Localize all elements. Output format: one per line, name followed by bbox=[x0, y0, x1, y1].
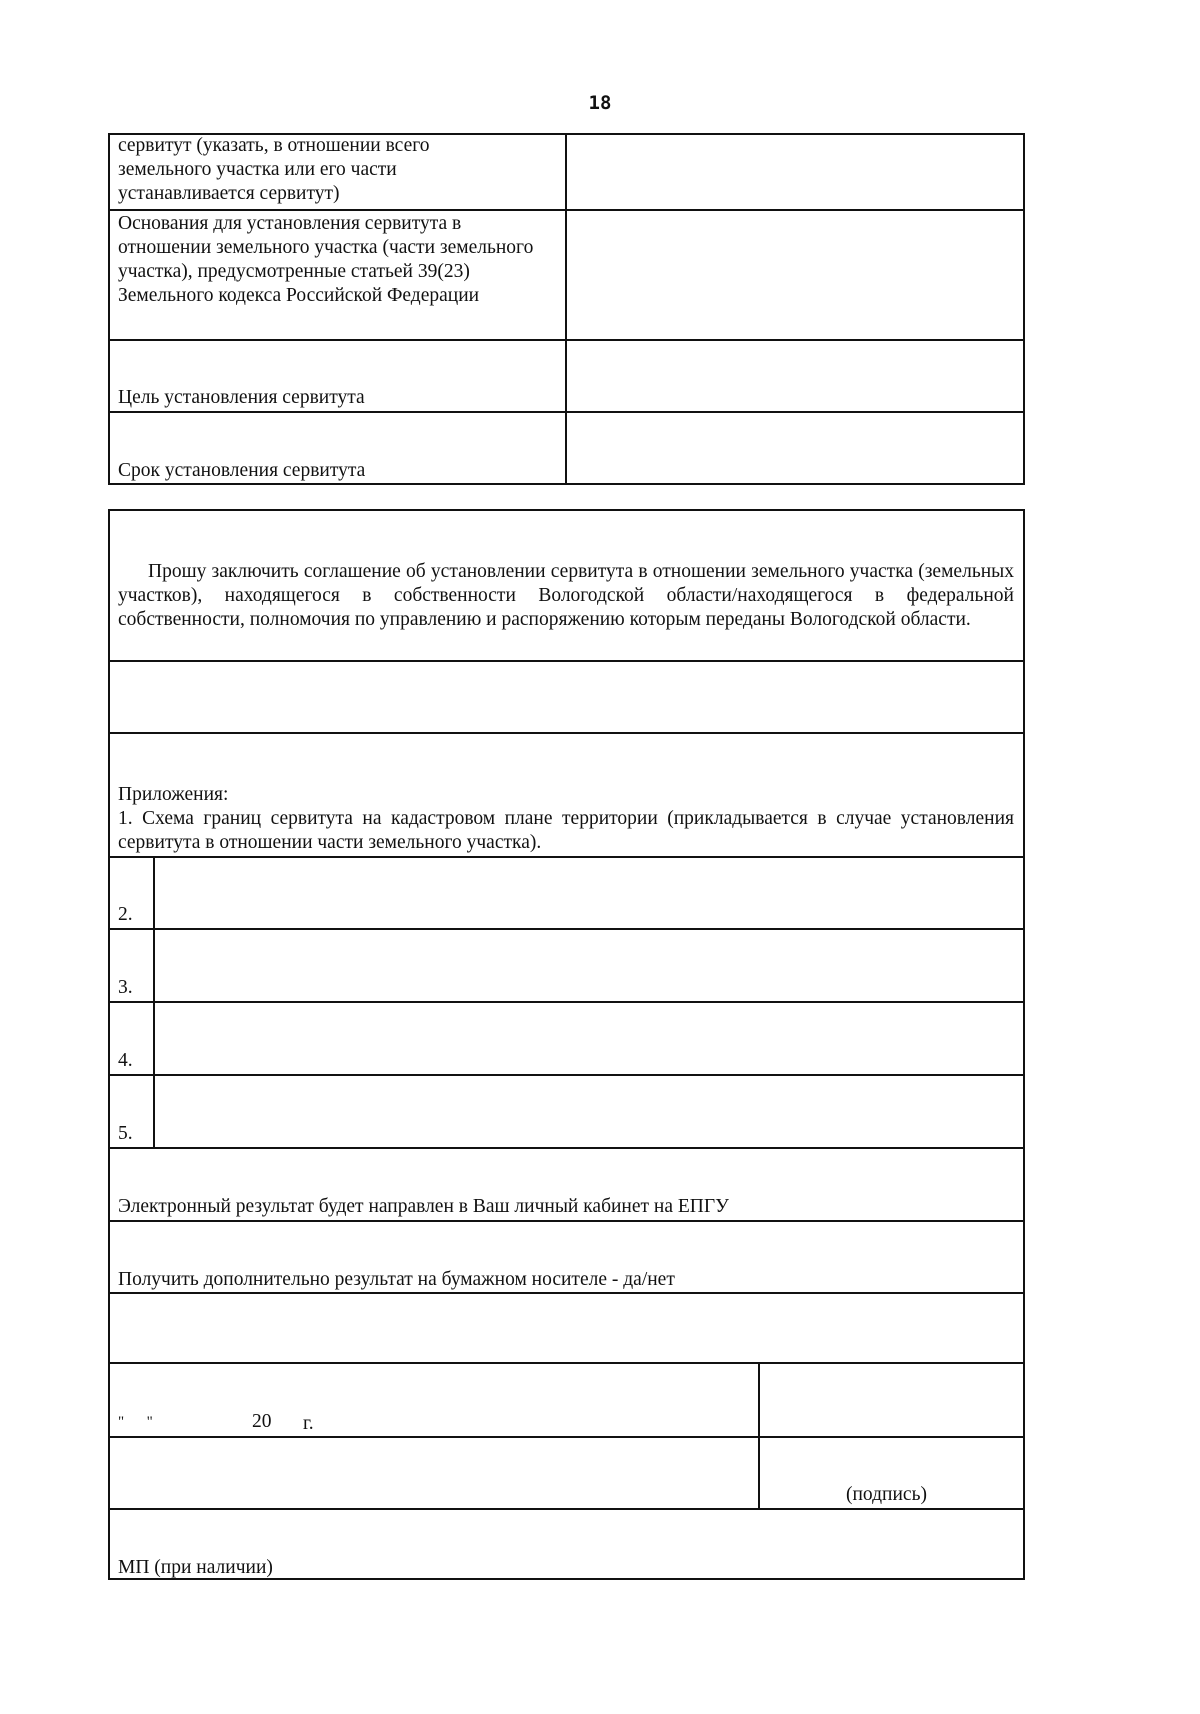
servitude-term-value[interactable] bbox=[575, 415, 1015, 479]
table1-row-divider bbox=[108, 411, 1025, 413]
table2-row-divider bbox=[108, 856, 1025, 858]
servitude-scope-label: сервитут (указать, в отношении всего земельного участка или его части устанавливается сервитут) bbox=[118, 135, 430, 204]
table1-row-divider bbox=[108, 209, 1025, 211]
table2-row-divider bbox=[108, 1436, 1025, 1438]
date-year-suffix: г. bbox=[303, 1413, 314, 1434]
servitude-scope-value[interactable] bbox=[575, 135, 1015, 205]
signature-column-divider bbox=[758, 1362, 760, 1508]
stamp-label: МП (при наличии) bbox=[118, 1557, 273, 1578]
signature-field[interactable] bbox=[762, 1366, 1020, 1432]
attachment-number: 2. bbox=[118, 904, 133, 925]
attachments-heading: Приложения: bbox=[118, 784, 229, 805]
request-blank-field[interactable] bbox=[118, 664, 1014, 728]
attachment-number: 3. bbox=[118, 977, 133, 998]
attachment-field[interactable] bbox=[160, 860, 1015, 924]
attachment-number-divider bbox=[153, 856, 155, 1147]
request-paragraph: Прошу заключить соглашение об установлении сервитута в отношении земельного участка (земельных участков), находящегося в собственности Вологодской области/находящегося в федеральной собственности, полномочия по управлению и распоряжению которым переданы Вологодской области. bbox=[118, 561, 1014, 630]
attachment-field[interactable] bbox=[160, 932, 1015, 996]
servitude-purpose-label: Цель установления сервитута bbox=[118, 387, 365, 408]
page-number: 18 bbox=[588, 92, 612, 114]
table2-row-divider bbox=[108, 1292, 1025, 1294]
date-quotes: " " bbox=[118, 1414, 153, 1430]
table2-row-divider bbox=[108, 1362, 1025, 1364]
servitude-grounds-label: Основания для установления сервитута в отношении земельного участка (части земельного участка), предусмотренные статьей 39(23) Земельного кодекса Российской Федерации bbox=[118, 213, 534, 306]
attachment-number: 4. bbox=[118, 1050, 133, 1071]
attachment-item-1: 1. Схема границ сервитута на кадастровом плане территории (прикладывается в случае установления сервитута в отношении части земельного участка). bbox=[118, 808, 1014, 853]
date-year-prefix: 20 bbox=[252, 1411, 272, 1432]
table2-row-divider bbox=[108, 1001, 1025, 1003]
table2-row-divider bbox=[108, 1147, 1025, 1149]
table1-column-divider bbox=[565, 133, 567, 485]
paper-result-option: Получить дополнительно результат на бумажном носителе - да/нет bbox=[118, 1269, 675, 1290]
attachment-number: 5. bbox=[118, 1123, 133, 1144]
table2-row-divider bbox=[108, 732, 1025, 734]
table2-row-divider bbox=[108, 660, 1025, 662]
attachment-field[interactable] bbox=[160, 1078, 1015, 1142]
table2-row-divider bbox=[108, 1220, 1025, 1222]
servitude-purpose-value[interactable] bbox=[575, 343, 1015, 407]
signature-label: (подпись) bbox=[846, 1484, 927, 1505]
attachment-field[interactable] bbox=[160, 1005, 1015, 1069]
table1-row-divider bbox=[108, 339, 1025, 341]
servitude-grounds-value[interactable] bbox=[575, 213, 1015, 333]
servitude-term-label: Срок установления сервитута bbox=[118, 460, 366, 481]
table2-row-divider bbox=[108, 928, 1025, 930]
table2-row-divider bbox=[108, 1074, 1025, 1076]
date-field[interactable] bbox=[112, 1366, 754, 1432]
table2-row-divider bbox=[108, 1508, 1025, 1510]
electronic-result-note: Электронный результат будет направлен в Ваш личный кабинет на ЕПГУ bbox=[118, 1196, 729, 1217]
